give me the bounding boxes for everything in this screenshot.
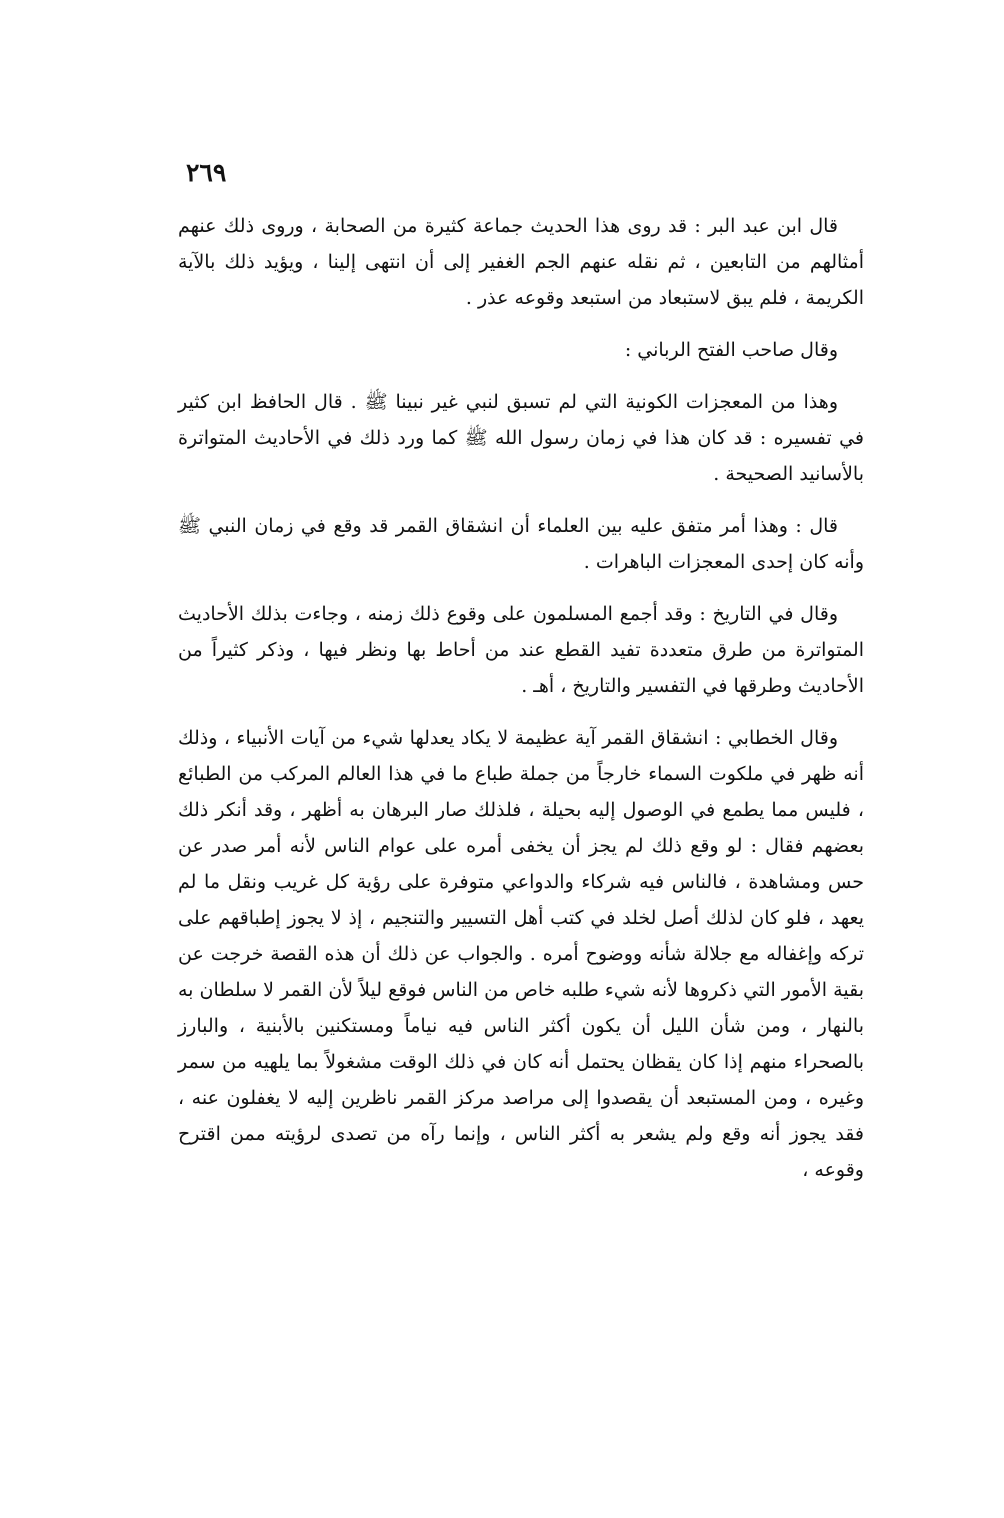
paragraph-history: وقال في التاريخ : وقد أجمع المسلمون على وقوع ذلك زمنه ، وجاءت بذلك الأحاديث المتواترة من طرق متعددة تفيد القطع عند من أحاط بها ونظر فيها ، وذكر كثيراً من الأحاديث وطرقها في التفسير والتاريخ ، أهـ . xyxy=(178,603,864,697)
page-number: ٢٦٩ xyxy=(186,158,227,187)
paragraph-ibn-abd-al-barr: قال ابن عبد البر : قد روى هذا الحديث جماعة كثيرة من الصحابة ، وروى ذلك عنهم أمثالهم من التابعين ، ثم نقله عنهم الجم الغفير إلى أن انتهى إلينا ، ويؤيد ذلك بالآية الكريمة ، فلم يبق لاستبعاد من استبعد وقوعه عذر . xyxy=(178,215,864,309)
body-text xyxy=(178,208,864,1188)
paragraph-fath-rabbani-intro: وقال صاحب الفتح الرباني : xyxy=(624,339,838,361)
paragraph-scholars-agreement: قال : وهذا أمر متفق عليه بين العلماء أن انشقاق القمر قد وقع في زمان النبي ﷺ وأنه كان إحدى المعجزات الباهرات . xyxy=(178,515,864,573)
paragraph-khattabi: وقال الخطابي : انشقاق القمر آية عظيمة لا يكاد يعدلها شيء من آيات الأنبياء ، وذلك أنه ظهر في ملكوت السماء خارجاً من جملة طباع ما في هذا العالم المركب من الطبائع ، فليس مما يطمع في الوصول إليه بحيلة ، فلذلك صار البرهان به أظهر ، وقد أنكر ذلك بعضهم فقال : لو وقع ذلك لم يجز أن يخفى أمره على عوام الناس لأنه أمر صدر عن حس ومشاهدة ، فالناس فيه شركاء والدواعي متوفرة على رؤية كل غريب ونقل ما لم يعهد ، فلو كان لذلك أصل لخلد في كتب أهل التسيير والتنجيم ، إذ لا يجوز إطباقهم على تركه وإغفاله مع جلالة شأنه ووضوح أمره . والجواب عن ذلك أن هذه القصة خرجت عن بقية الأمور التي ذكروها لأنه شيء طلبه خاص من الناس فوقع ليلاً لأن القمر لا سلطان به بالنهار ، ومن شأن الليل أن يكون أكثر الناس فيه نياماً ومستكنين بالأبنية ، والبارز بالصحراء منهم إذا كان يقظان يحتمل أنه كان في ذلك الوقت مشغولاً بما يلهيه من سمر وغيره ، ومن المستبعد أن يقصدوا إلى مراصد مركز القمر ناظرين إليه لا يغفلون عنه ، فقد يجوز أنه وقع ولم يشعر به أكثر الناس ، وإنما رآه من تصدى لرؤيته ممن اقترح وقوعه ، xyxy=(178,727,864,1181)
paragraph-cosmic-miracles: وهذا من المعجزات الكونية التي لم تسبق لنبي غير نبينا ﷺ . قال الحافظ ابن كثير في تفسيره : قد كان هذا في زمان رسول الله ﷺ كما ورد ذلك في الأحاديث المتواترة بالأسانيد الصحيحة . xyxy=(178,391,864,485)
